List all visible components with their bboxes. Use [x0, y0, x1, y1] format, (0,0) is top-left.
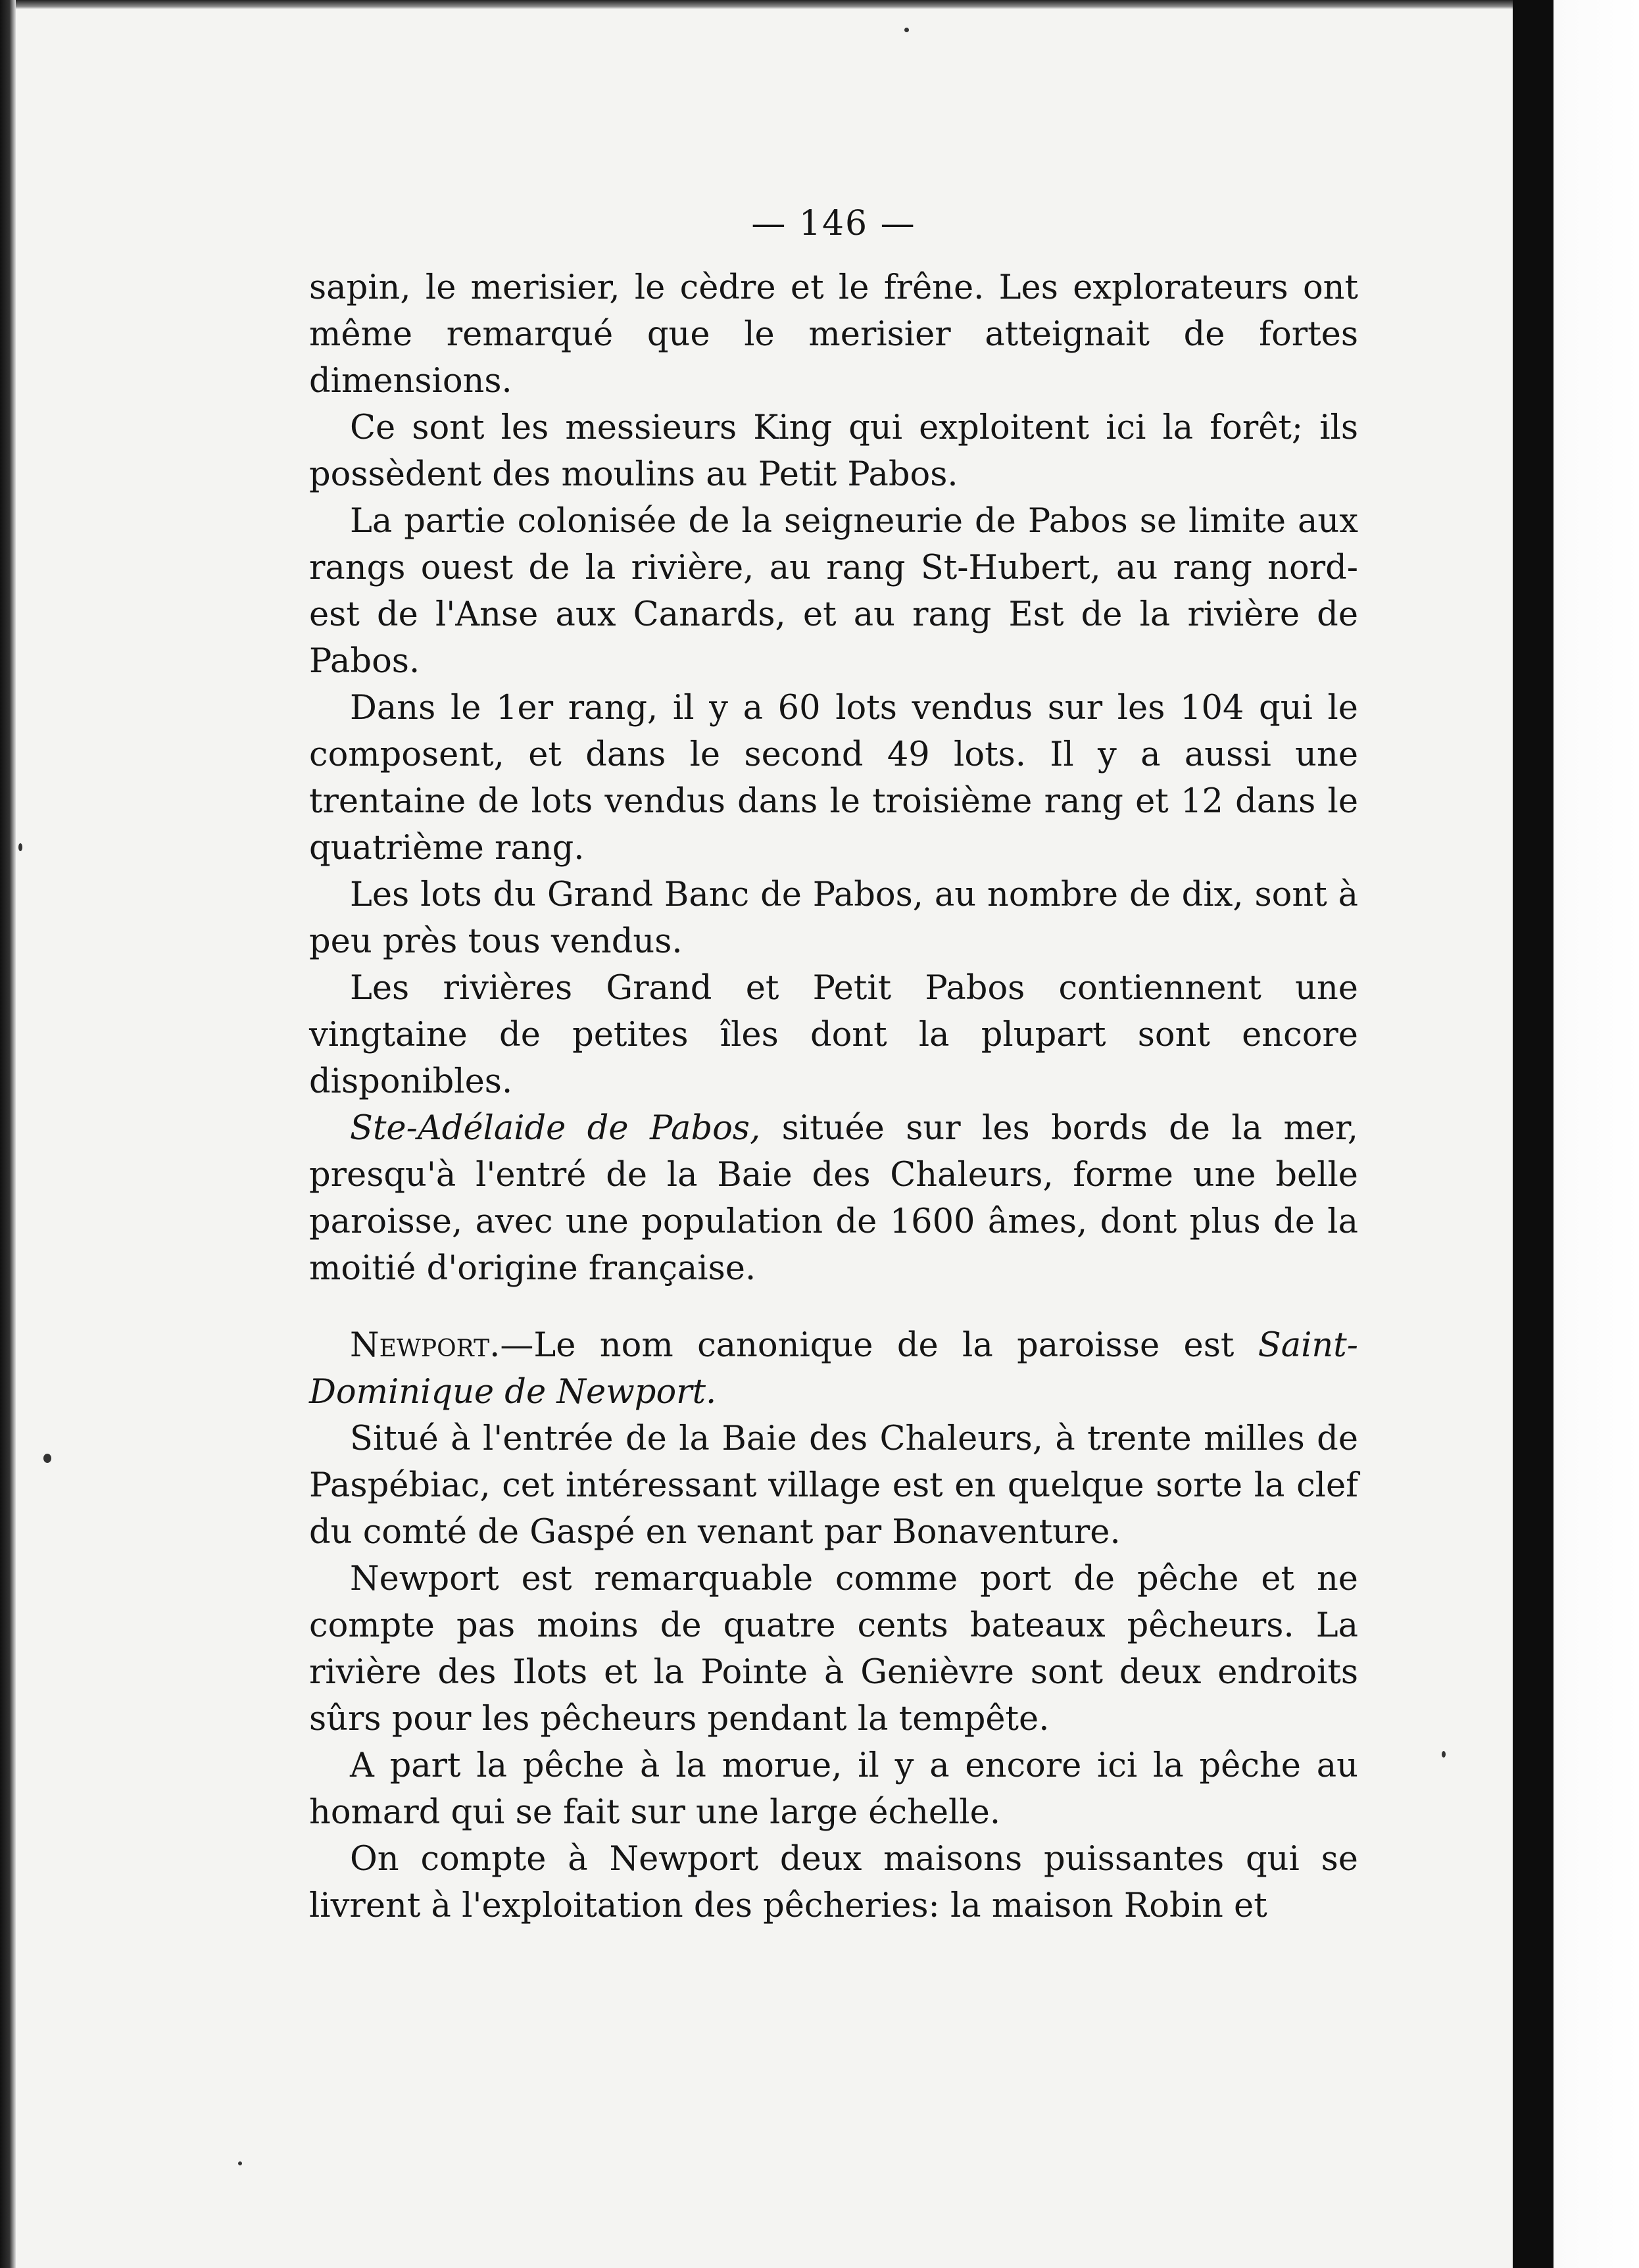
dust-speck [18, 843, 22, 851]
paragraph: sapin, le merisier, le cèdre et le frêne. Les explorateurs ont même remarqué que le merisier atteignait de fortes dimensions. [309, 268, 1358, 401]
dust-speck [904, 28, 909, 32]
facing-page-edge [1553, 0, 1639, 2268]
parish-name-italic: Saint-Dominique de Newport. [309, 1326, 1358, 1412]
paragraph: Les rivières Grand et Petit Pabos contiennent une vingtaine de petites îles dont la plupart sont encore disponibles. [309, 969, 1358, 1101]
paragraph-text: —Le nom canonique de la paroisse est [500, 1326, 1258, 1365]
paragraph-text: située sur les bords de la mer, presqu'à l'entré de la Baie des Chaleurs, forme une belle paroisse, avec une population de 1600 âmes, dont plus de la moitié d'origine française. [309, 1109, 1359, 1288]
page-number: — 146 — [751, 204, 916, 243]
dust-speck [1442, 1751, 1446, 1758]
place-name-italic: Ste-Adélaide de Pabos, [350, 1109, 761, 1148]
dust-speck [43, 1454, 51, 1463]
paragraph: A part la pêche à la morue, il y a encore ici la pêche au homard qui se fait sur une large échelle. [309, 1746, 1358, 1832]
paragraph: La partie colonisée de la seigneurie de Pabos se limite aux rangs ouest de la rivière, au rang St-Hubert, au rang nord-est de l'Anse aux Canards, et au rang Est de la rivière de Pabos. [309, 502, 1358, 681]
binding-shadow [1513, 0, 1553, 2268]
paragraph: Les lots du Grand Banc de Pabos, au nombre de dix, sont à peu près tous vendus. [309, 875, 1358, 961]
paragraph-newport-heading [309, 1322, 1358, 1416]
dust-speck [238, 2161, 242, 2165]
scan-left-edge [0, 0, 16, 2268]
section-heading: Newport. [350, 1326, 501, 1365]
paragraph: On compte à Newport deux maisons puissantes qui se livrent à l'exploitation des pêcheries: la maison Robin et [309, 1840, 1358, 1925]
paragraph-ste-adelaide [309, 1105, 1358, 1292]
scan-top-edge [0, 0, 1513, 9]
paragraph: Ce sont les messieurs King qui exploitent ici la forêt; ils possèdent des moulins au Petit Pabos. [309, 408, 1358, 494]
paragraph: Dans le 1er rang, il y a 60 lots vendus sur les 104 qui le composent, et dans le second 49 lots. Il y a aussi une trentaine de lots vendus dans le troisième rang et 12 dans le quatrième rang. [309, 689, 1358, 868]
paragraph: Newport est remarquable comme port de pêche et ne compte pas moins de quatre cents bateaux pêcheurs. La rivière des Ilots et la Pointe à Genièvre sont deux endroits sûrs pour les pêcheurs pendant la tempête. [309, 1560, 1358, 1738]
paragraph: Situé à l'entrée de la Baie des Chaleurs, à trente milles de Paspébiac, cet intéressant village est en quelque sorte la clef du comté de Gaspé en venant par Bonaventure. [309, 1419, 1358, 1552]
page-content [309, 197, 1358, 1929]
